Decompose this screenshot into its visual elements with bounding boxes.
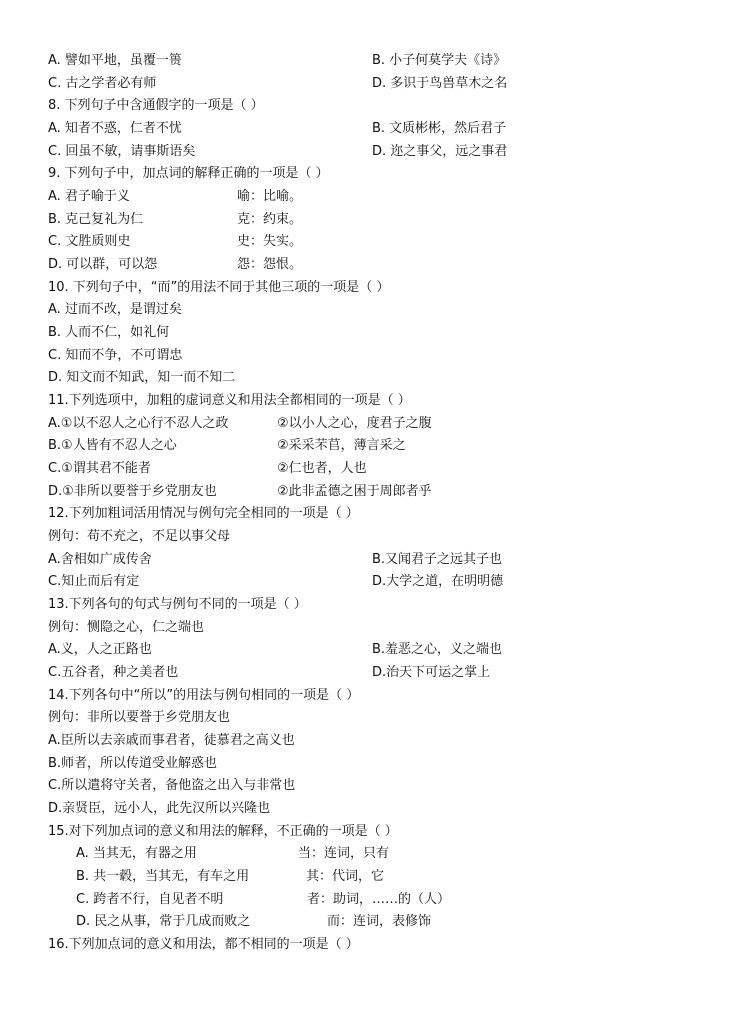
option-b: B.师者，所以传道受业解惑也 (48, 756, 218, 771)
example-sentence: 例句：苟不充之，不足以事父母 (48, 529, 231, 544)
option-a: A.①以不忍人之心行不忍人之政 (48, 416, 229, 431)
question-16: 16.下列加点词的意义和用法，都不相同的一项是（ ） (48, 937, 359, 952)
option-c: C.①谓其君不能者 (48, 461, 151, 476)
option-row (48, 481, 432, 503)
gloss-b: 其：代词，它 (306, 869, 385, 884)
option-row (76, 843, 390, 865)
option-d: D. 迩之事父，远之事君 (372, 144, 508, 159)
option-row (48, 231, 303, 253)
gloss-c: 者：助词，……的（人） (307, 892, 451, 907)
example-sentence: 例句：恻隐之心，仁之端也 (48, 620, 205, 635)
question-11: 11.下列选项中，加粗的虚词意义和用法全都相同的一项是（ ） (48, 393, 411, 408)
option-b: B. 文质彬彬，然后君子 (372, 121, 507, 136)
option-row (48, 639, 503, 661)
option-c: C. 古之学者必有师 (48, 76, 157, 91)
option-d-2: ②此非孟德之困于周郎者乎 (277, 484, 432, 499)
option-c: C. 文胜质则史 (48, 234, 131, 249)
option-d: D. 民之从事，常于几成而败之 (76, 914, 251, 929)
option-row (48, 118, 507, 140)
option-c-2: ②仁也者，人也 (277, 461, 367, 476)
option-b: B.①人皆有不忍人之心 (48, 438, 177, 453)
option-a: A. 君子喻于义 (48, 189, 130, 204)
question-13: 13.下列各句的句式与例句不同的一项是（ ） (48, 597, 307, 612)
question-9: 9. 下列句子中，加点词的解释正确的一项是（ ） (48, 166, 329, 181)
option-b: B.又闻君子之远其子也 (372, 552, 503, 567)
option-d: D.①非所以要誉于乡党朋友也 (48, 484, 217, 499)
option-c: C. 知而不争，不可谓忠 (48, 348, 183, 363)
option-d: D.亲贤臣，远小人，此先汉所以兴隆也 (48, 801, 271, 816)
option-a: A. 譬如平地，虽覆一篑 (48, 53, 182, 68)
option-row (48, 73, 508, 95)
option-c: C.所以遣将守关者，备他盗之出入与非常也 (48, 778, 296, 793)
option-c: C.知止而后有定 (48, 574, 140, 589)
option-c: C. 跨者不行，自见者不明 (76, 892, 224, 907)
option-d: D. 多识于鸟兽草木之名 (372, 76, 508, 91)
option-d: D.大学之道，在明明德 (372, 574, 504, 589)
option-b: B. 共一毂，当其无，有车之用 (76, 869, 250, 884)
option-row (48, 254, 303, 276)
question-12: 12.下列加粗词活用情况与例句完全相同的一项是（ ） (48, 506, 359, 521)
option-row (76, 889, 451, 911)
gloss-a: 当：连词，只有 (298, 846, 390, 861)
gloss-d: 怨：怨恨。 (237, 257, 303, 272)
question-15: 15.对下列加点词的意义和用法的解释，不正确的一项是（ ） (48, 824, 398, 839)
option-row (48, 209, 303, 231)
option-b-2: ②采采芣苢，薄言采之 (277, 438, 406, 453)
option-a: A.义，人之正路也 (48, 642, 152, 657)
option-row (76, 911, 432, 933)
option-row (76, 866, 385, 888)
question-10: 10. 下列句子中，“而”的用法不同于其他三项的一项是（ ） (48, 280, 390, 295)
option-a: A. 当其无，有器之用 (76, 846, 197, 861)
option-row (48, 50, 507, 72)
option-row (48, 571, 504, 593)
question-8: 8. 下列句子中含通假字的一项是（ ） (48, 98, 264, 113)
gloss-d: 而：连词，表修饰 (327, 914, 432, 929)
option-a: A. 过而不改，是谓过矣 (48, 302, 182, 317)
gloss-c: 史：失实。 (237, 234, 303, 249)
option-row (48, 458, 367, 480)
option-c: C.五谷者，种之美者也 (48, 665, 179, 680)
option-a: A. 知者不惑，仁者不忧 (48, 121, 182, 136)
option-row (48, 662, 491, 684)
option-row (48, 435, 406, 457)
option-b: B. 人而不仁，如礼何 (48, 325, 170, 340)
option-a: A.舍相如广成传舍 (48, 552, 152, 567)
option-row (48, 141, 508, 163)
option-d: D. 可以群，可以怨 (48, 257, 158, 272)
question-14: 14.下列各句中“所以”的用法与例句相同的一项是（ ） (48, 688, 360, 703)
option-d: D.治天下可运之掌上 (372, 665, 491, 680)
option-b: B.羞恶之心，义之端也 (372, 642, 503, 657)
option-b: B. 小子何莫学夫《诗》 (372, 53, 507, 68)
option-c: C. 回虽不敏，请事斯语矣 (48, 144, 196, 159)
option-row (48, 413, 432, 435)
option-row (48, 186, 303, 208)
option-row (48, 549, 503, 571)
example-sentence: 例句：非所以要誉于乡党朋友也 (48, 710, 231, 725)
option-a: A.臣所以去亲戚而事君者，徒慕君之高义也 (48, 733, 295, 748)
option-a-2: ②以小人之心，度君子之腹 (277, 416, 432, 431)
option-b: B. 克己复礼为仁 (48, 212, 144, 227)
gloss-a: 喻：比喻。 (237, 189, 303, 204)
gloss-b: 克：约束。 (237, 212, 303, 227)
option-d: D. 知文而不知武，知一而不知二 (48, 370, 236, 385)
